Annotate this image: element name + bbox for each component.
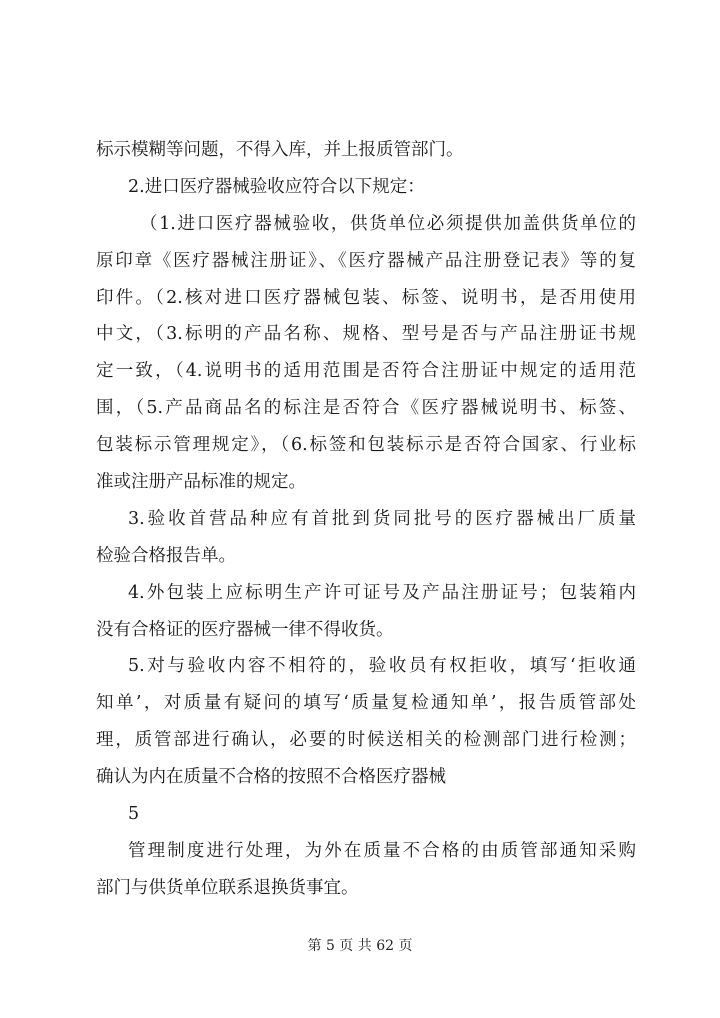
paragraph-line: 部门与供货单位联系退换货事宜。 bbox=[96, 878, 359, 898]
paragraph-line: 定一致，（4.说明书的适用范围是否符合注册证中规定的适用范 bbox=[96, 361, 636, 381]
paragraph-line: 印件。（2.核对进口医疗器械包装、标签、说明书，是否用使用 bbox=[96, 288, 636, 308]
paragraph-line: 原印章《医疗器械注册证》、《医疗器械产品注册登记表》等的复 bbox=[96, 251, 636, 271]
paragraph-line: 理，质管部进行确认，必要的时候送相关的检测部门进行检测； bbox=[96, 730, 636, 750]
paragraph-line: 确认为内在质量不合格的按照不合格医疗器械 bbox=[96, 767, 446, 787]
paragraph-line: 2.进口医疗器械验收应符合以下规定： bbox=[128, 177, 425, 197]
paragraph-line: 管理制度进行处理，为外在质量不合格的由质管部通知采购 bbox=[128, 841, 636, 861]
page-footer: 第 5 页 共 62 页 bbox=[307, 938, 413, 954]
paragraph-line: 3.验收首营品种应有首批到货同批号的医疗器械出厂质量 bbox=[128, 509, 636, 529]
paragraph-line: 检验合格报告单。 bbox=[96, 546, 236, 566]
paragraph-line: 包装标示管理规定》，（6.标签和包装标示是否符合国家、行业标 bbox=[96, 435, 636, 455]
paragraph-line: 没有合格证的医疗器械一律不得收货。 bbox=[96, 620, 394, 640]
paragraph-line: 标示模糊等问题，不得入库，并上报质管部门。 bbox=[96, 140, 464, 160]
paragraph-line: 5.对与验收内容不相符的，验收员有权拒收，填写‘拒收通 bbox=[128, 656, 636, 676]
paragraph-line: 准或注册产品标准的规定。 bbox=[96, 472, 306, 492]
paragraph-line: 4.外包装上应标明生产许可证号及产品注册证号；包装箱内 bbox=[128, 583, 636, 603]
paragraph-line: 中文，（3.标明的产品名称、规格、型号是否与产品注册证书规 bbox=[96, 324, 636, 344]
page-number-inline: 5 bbox=[128, 804, 140, 824]
paragraph-line: 围，（5.产品商品名的标注是否符合《医疗器械说明书、标签、 bbox=[96, 398, 636, 418]
paragraph-line: 知单’，对质量有疑问的填写‘质量复检通知单’，报告质管部处 bbox=[96, 693, 636, 713]
paragraph-line: （1.进口医疗器械验收，供货单位必须提供加盖供货单位的 bbox=[140, 214, 636, 234]
